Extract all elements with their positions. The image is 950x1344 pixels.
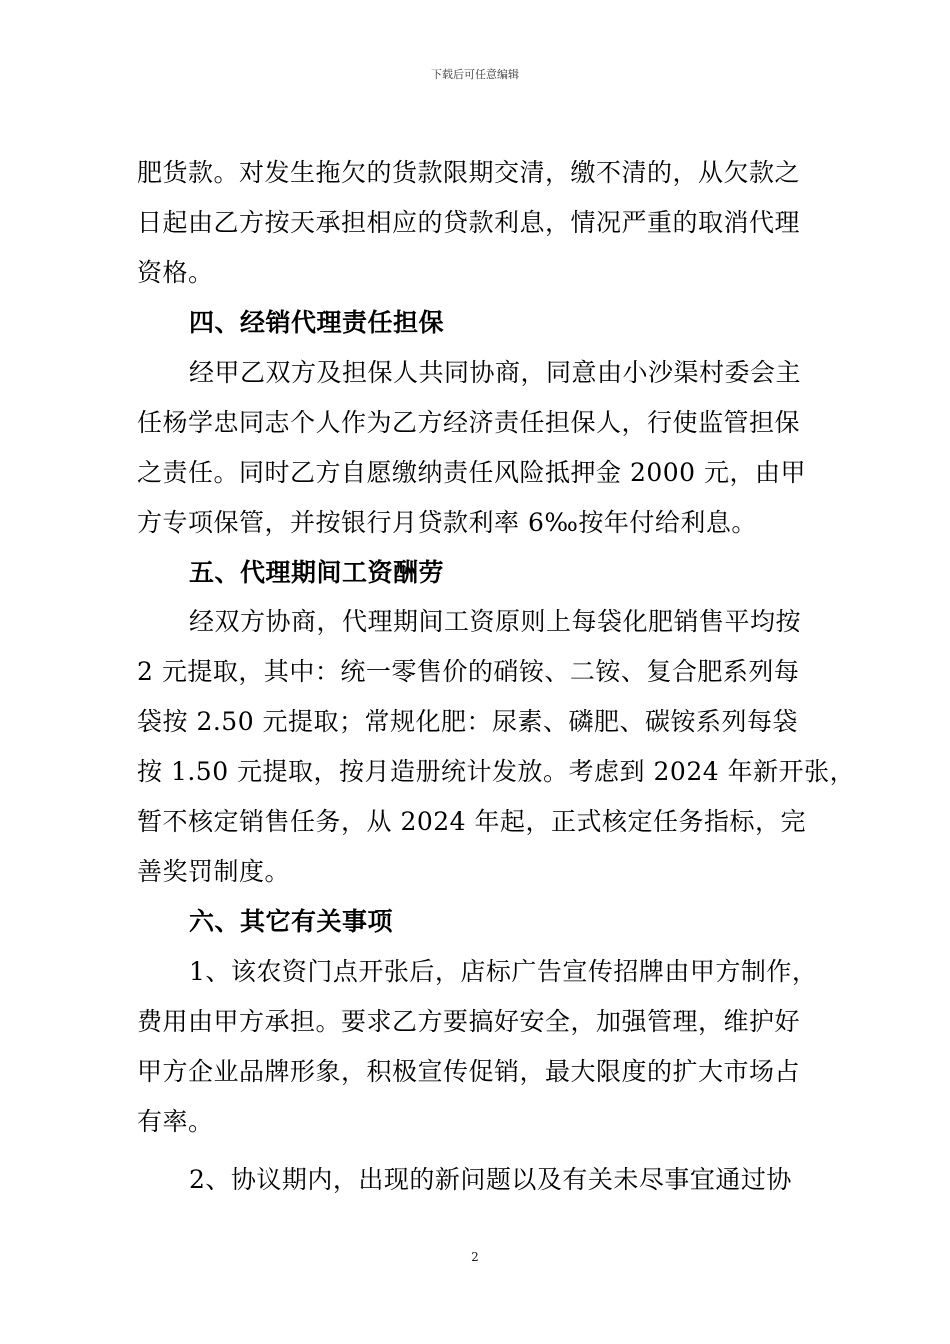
page-header: 下载后可任意编辑 — [431, 68, 519, 81]
body-line: 资格。 — [137, 258, 214, 287]
body-line: 日起由乙方按天承担相应的贷款利息，情况严重的取消代理 — [137, 208, 801, 237]
body-line: 善奖罚制度。 — [137, 857, 291, 886]
body-line: 方专项保管，并按银行月贷款利率 6‰按年付给利息。 — [137, 508, 757, 537]
body-line: 有率。 — [137, 1107, 214, 1136]
section-heading-5: 五、代理期间工资酬劳 — [189, 558, 445, 587]
paragraph-first-line: 经甲乙双方及担保人共同协商，同意由小沙渠村委会主 — [189, 358, 802, 387]
page-number: 2 — [471, 1250, 479, 1264]
body-line: 之责任。同时乙方自愿缴纳责任风险抵押金 2000 元，由甲 — [137, 458, 807, 487]
body-line: 任杨学忠同志个人作为乙方经济责任担保人，行使监管担保 — [137, 408, 801, 437]
body-line: 肥货款。对发生拖欠的货款限期交清，缴不清的，从欠款之 — [137, 158, 801, 187]
paragraph-first-line: 经双方协商，代理期间工资原则上每袋化肥销售平均按 — [189, 607, 802, 636]
section-heading-4: 四、经销代理责任担保 — [189, 308, 445, 337]
body-line: 袋按 2.50 元提取；常规化肥：尿素、磷肥、碳铵系列每袋 — [137, 707, 799, 736]
section-heading-6: 六、其它有关事项 — [189, 907, 394, 936]
paragraph-first-line: 2、协议期内，出现的新问题以及有关未尽事宜通过协 — [189, 1165, 792, 1194]
body-line: 费用由甲方承担。要求乙方要搞好安全，加强管理，维护好 — [137, 1007, 801, 1036]
body-line: 甲方企业品牌形象，积极宣传促销，最大限度的扩大市场占 — [137, 1057, 801, 1086]
body-line: 2 元提取，其中：统一零售价的硝铵、二铵、复合肥系列每 — [137, 657, 800, 686]
body-line: 暂不核定销售任务，从 2024 年起，正式核定任务指标，完 — [137, 807, 807, 836]
body-line: 按 1.50 元提取，按月造册统计发放。考虑到 2024 年新开张， — [137, 757, 856, 786]
paragraph-first-line: 1、该农资门点开张后，店标广告宣传招牌由甲方制作， — [189, 957, 818, 986]
